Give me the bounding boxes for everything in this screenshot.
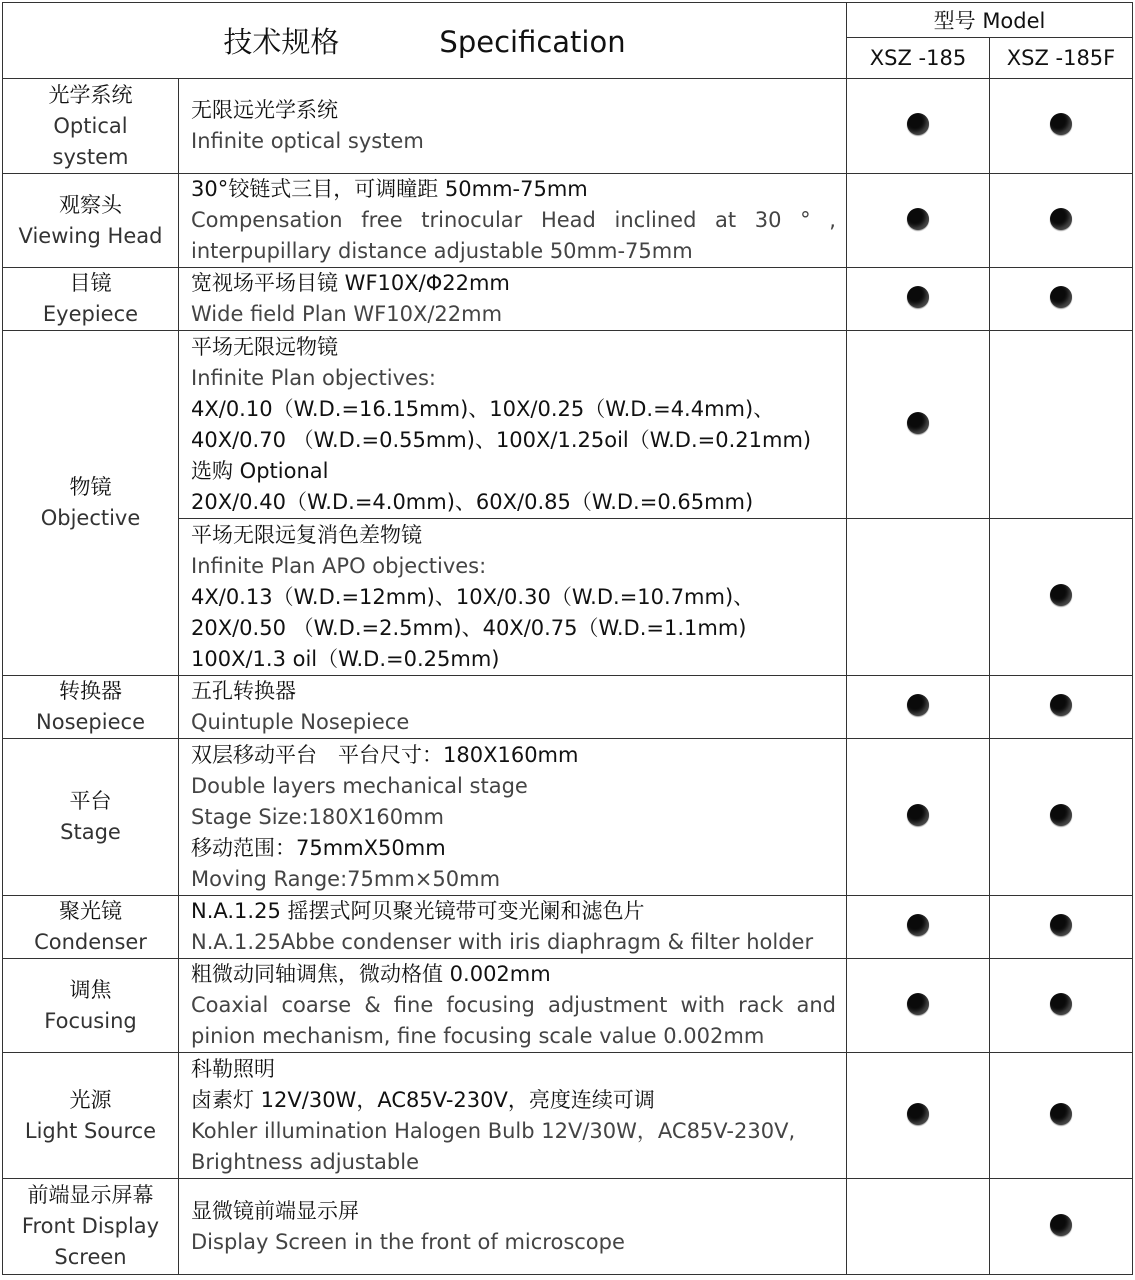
model-1-availability [847,79,990,174]
description-line: 宽视场平场目镜 WF10X/Φ22mm [191,271,510,295]
model-2-availability [990,676,1133,739]
description-cell [179,1053,847,1179]
filled-circle-icon [907,113,929,135]
model-1-availability [847,1053,990,1179]
category-en: Viewing Head [18,223,163,248]
description-line: Moving Range:75mm×50mm [191,866,501,891]
category-zh: 观察头 [59,192,122,217]
description-line: 30°铰链式三目，可调瞳距 50mm-75mm [191,177,588,201]
model-2-availability [990,268,1133,331]
description-line: 五孔转换器 [191,679,296,703]
description-line: 选购 Optional [191,458,329,483]
description-line: interpupillary distance adjustable 50mm-75mm [191,239,693,263]
description-line: 平场无限远物镜 [191,334,338,359]
category-zh: 调焦 [69,977,112,1002]
description-cell [179,739,847,896]
description-line: pinion mechanism, fine focusing scale value 0.002mm [191,1024,765,1048]
description-line: 卤素灯 12V/30W，AC85V-230V，亮度连续可调 [191,1087,655,1112]
model-2-availability [990,959,1133,1053]
category-en: Condenser [34,930,147,954]
description-line: 4X/0.13（W.D.=12mm)、10X/0.30（W.D.=10.7mm)、 [191,584,755,609]
model-1-availability [847,896,990,959]
filled-circle-icon [1050,914,1072,936]
filled-circle-icon [1050,804,1072,826]
description-line: 平场无限远复消色差物镜 [191,522,422,547]
category-zh: 聚光镜 [59,899,122,923]
model-2-availability [990,739,1133,896]
description-line: Display Screen in the front of microscope [191,1229,625,1254]
description-line: N.A.1.25 摇摆式阿贝聚光镜带可变光阑和滤色片 [191,899,645,923]
model-1-availability [847,1179,990,1275]
filled-circle-icon [1050,1103,1072,1125]
filled-circle-icon [1050,286,1072,308]
description-line: 20X/0.50 （W.D.=2.5mm)、40X/0.75（W.D.=1.1mm) [191,615,747,640]
model-2-availability [990,331,1133,519]
description-line: Wide field Plan WF10X/22mm [191,302,503,326]
description-line: Infinite Plan objectives: [191,365,436,390]
description-cell [179,519,847,676]
category-en: Eyepiece [42,302,139,326]
category-zh: 光学系统 [48,82,133,107]
filled-circle-icon [907,993,929,1015]
category-cell [3,268,179,331]
description-line: Double layers mechanical stage [191,773,528,798]
description-line: 100X/1.3 oil（W.D.=0.25mm) [191,646,500,671]
description-line: 20X/0.40（W.D.=4.0mm)、60X/0.85（W.D.=0.65mm) [191,489,754,514]
category-en: system [52,144,129,169]
description-cell [179,174,847,268]
model-2-availability [990,1053,1133,1179]
model-header: 型号 Model [847,3,1133,38]
specification-table [2,2,1133,1275]
table-body [3,79,1133,1275]
table-title [3,3,847,79]
category-en: Optical [53,113,128,138]
table-row [3,174,1133,268]
model-2-availability [990,1179,1133,1275]
model-1-availability [847,739,990,896]
category-en: Nosepiece [36,710,145,734]
table-row [3,739,1133,896]
title-zh: 技术规格 [223,25,340,59]
description-line: 无限远光学系统 [191,98,338,122]
filled-circle-icon [907,914,929,936]
category-en: Stage [60,820,121,844]
category-zh: 目镜 [69,271,112,295]
description-cell [179,79,847,174]
category-en: Front Display [21,1214,160,1238]
category-cell [3,676,179,739]
description-cell [179,1179,847,1275]
category-zh: 转换器 [59,679,122,703]
description-line: 粗微动同轴调焦，微动格值 0.002mm [191,962,551,986]
description-line: 显微镜前端显示屏 [191,1198,359,1223]
category-cell [3,1053,179,1179]
category-en: Screen [54,1245,127,1269]
model-1-availability [847,519,990,676]
description-line: 科勒照明 [191,1056,275,1081]
model-1-availability [847,331,990,519]
description-cell [179,676,847,739]
category-en: Light Source [24,1118,157,1143]
filled-circle-icon [907,1103,929,1125]
category-cell [3,896,179,959]
category-en: Focusing [44,1008,137,1033]
category-zh: 前端显示屏幕 [27,1183,154,1207]
filled-circle-icon [907,208,929,230]
category-cell [3,79,179,174]
category-cell [3,739,179,896]
table-row [3,331,1133,519]
description-line: 40X/0.70 （W.D.=0.55mm)、100X/1.25oil（W.D.=0.21mm) [191,427,812,452]
filled-circle-icon [907,694,929,716]
model-1-availability [847,174,990,268]
description-line: 双层移动平台 平台尺寸：180X160mm [191,742,579,767]
title-en: Specification [439,25,626,59]
category-en: Objective [40,506,141,530]
model-2-availability [990,174,1133,268]
description-line: Infinite Plan APO objectives: [191,553,487,578]
description-line: N.A.1.25Abbe condenser with iris diaphragm & filter holder [191,930,814,954]
table-row [3,896,1133,959]
description-line: Coaxial coarse & fine focusing adjustment with rack and [191,993,836,1017]
model-column-1: XSZ -185 [847,38,990,79]
description-line: Compensation free trinocular Head inclined at 30 ° , [191,208,836,232]
filled-circle-icon [1050,113,1072,135]
description-cell [179,268,847,331]
description-line: Infinite optical system [191,129,424,153]
category-cell [3,174,179,268]
filled-circle-icon [1050,1214,1072,1236]
table-row [3,79,1133,174]
description-cell [179,896,847,959]
table-row [3,1179,1133,1275]
filled-circle-icon [1050,694,1072,716]
filled-circle-icon [1050,584,1072,606]
description-line: Quintuple Nosepiece [191,710,410,734]
model-2-availability [990,519,1133,676]
filled-circle-icon [907,412,929,434]
filled-circle-icon [1050,208,1072,230]
model-column-2: XSZ -185F [990,38,1133,79]
category-cell [3,1179,179,1275]
description-line: Kohler illumination Halogen Bulb 12V/30W，AC85V-230V, [191,1118,796,1143]
model-1-availability [847,959,990,1053]
description-cell [179,959,847,1053]
category-zh: 光源 [69,1087,112,1112]
table-row [3,268,1133,331]
model-1-availability [847,268,990,331]
description-line: Brightness adjustable [191,1149,420,1174]
table-row [3,676,1133,739]
category-cell [3,959,179,1053]
filled-circle-icon [907,804,929,826]
description-line: 移动范围：75mmX50mm [191,835,446,860]
category-zh: 物镜 [69,475,112,499]
description-line: 4X/0.10（W.D.=16.15mm)、10X/0.25（W.D.=4.4mm)、 [191,396,775,421]
model-2-availability [990,79,1133,174]
filled-circle-icon [1050,993,1072,1015]
table-row [3,1053,1133,1179]
filled-circle-icon [907,286,929,308]
description-cell [179,331,847,519]
category-zh: 平台 [69,789,112,813]
model-1-availability [847,676,990,739]
description-line: Stage Size:180X160mm [191,804,445,829]
category-cell [3,331,179,676]
model-2-availability [990,896,1133,959]
table-row [3,959,1133,1053]
